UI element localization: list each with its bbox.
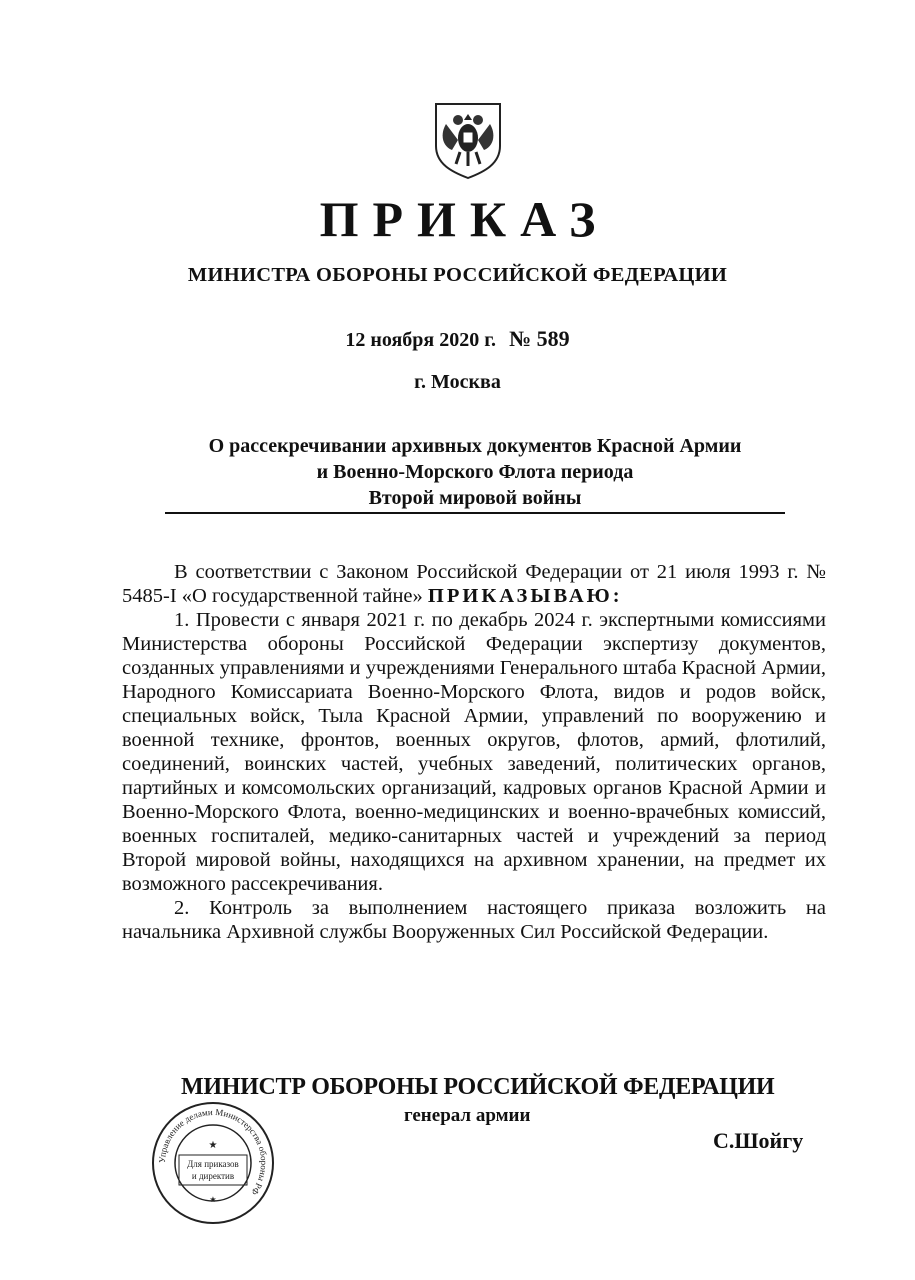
- stamp-center-line2: и директив: [191, 1171, 235, 1181]
- heading-line: и Военно-Морского Флота периода: [316, 461, 634, 483]
- stamp-star: ★: [208, 1140, 218, 1151]
- official-stamp: [150, 1100, 276, 1226]
- signatory-position: МИНИСТР ОБОРОНЫ РОССИЙСКОЙ ФЕДЕРАЦИИ: [181, 1074, 775, 1100]
- order-date: 12 ноября 2020 г.: [345, 329, 497, 351]
- document-subtitle: МИНИСТРА ОБОРОНЫ РОССИЙСКОЙ ФЕДЕРАЦИИ: [187, 264, 728, 286]
- preamble-paragraph: [122, 560, 826, 608]
- svg-text:Управление делами Министерства: [157, 1107, 269, 1197]
- order-number: № 589: [509, 326, 570, 351]
- order-city: г. Москва: [414, 371, 501, 393]
- heading-line: О рассекречивании архивных документов Красной Армии: [208, 435, 742, 457]
- date-line: [0, 326, 915, 352]
- order-heading: [0, 433, 915, 511]
- signatory-name: С.Шойгу: [713, 1128, 804, 1153]
- item-2: 2. Контроль за выполнением настоящего приказа возложить на начальника Архивной службы Вооруженных Сил Российской Федерации.: [122, 897, 826, 943]
- stamp-center-line1: Для приказов: [187, 1159, 239, 1169]
- preamble-text: В соответствии с Законом Российской Федерации от 21 июля 1993 г. № 5485-I «О государственной тайне»: [122, 561, 826, 607]
- order-word: ПРИКАЗЫВАЮ:: [427, 585, 623, 607]
- stamp-star: ★: [209, 1195, 217, 1204]
- order-body: [122, 560, 826, 944]
- coat-of-arms-icon: [432, 100, 504, 180]
- heading-line: Второй мировой войны: [368, 487, 582, 509]
- document-title: ПРИКАЗ: [319, 191, 610, 247]
- signatory-rank: генерал армии: [404, 1105, 531, 1126]
- item-1: 1. Провести с января 2021 г. по декабрь 2024 г. экспертными комиссиями Министерства обороны Российской Федерации экспертизу документов, созданных управлениями и учреждениями Генерального штаба Красной Армии, Народного Комиссариата Военно-Морского Флота, видов и родов войск, специальных войск, Тыла Красной Армии, управлений по вооружению и военной технике, фронтов, военных округов, флотов, армий, флотилий, соединений, воинских частей, учебных заведений, политических органов, партийных и комсомольских организаций, кадровых органов Красной Армии и Военно-Морского Флота, военно-медицинских и военно-врачебных комиссий, военных госпиталей, медико-санитарных частей и учреждений за период Второй мировой войны, находящихся на архивном хранении, на предмет их возможного рассекречивания.: [122, 609, 826, 895]
- heading-underline: [165, 512, 785, 514]
- stamp-ring-text: Управление делами Министерства обороны РФ: [156, 1106, 270, 1198]
